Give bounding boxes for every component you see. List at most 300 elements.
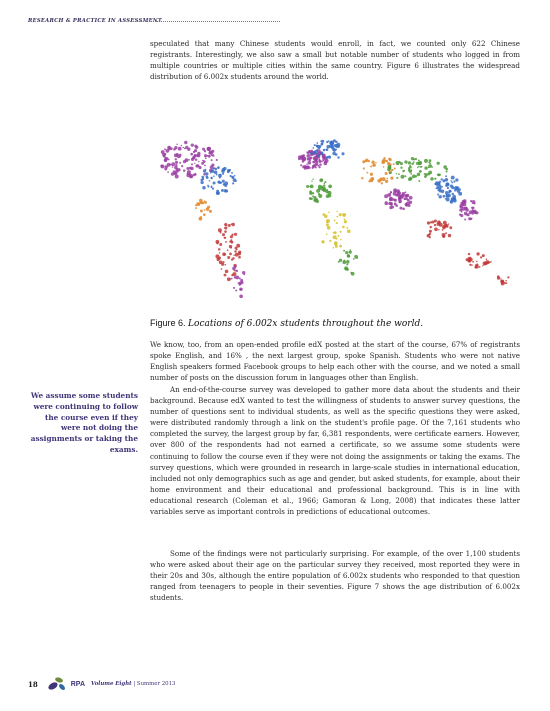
map-location-dot bbox=[179, 162, 181, 164]
map-location-dot bbox=[434, 178, 436, 180]
map-location-dot bbox=[229, 253, 232, 256]
map-location-dot bbox=[409, 196, 413, 200]
map-location-dot bbox=[342, 226, 345, 229]
map-location-dot bbox=[239, 287, 242, 290]
map-location-dot bbox=[389, 206, 392, 209]
map-location-dot bbox=[202, 186, 205, 189]
map-location-dot bbox=[371, 177, 375, 181]
map-location-dot bbox=[382, 159, 386, 163]
map-location-dot bbox=[438, 185, 442, 189]
map-location-dot bbox=[429, 159, 432, 162]
map-location-dot bbox=[402, 170, 404, 172]
map-location-dot bbox=[497, 276, 500, 279]
map-location-dot bbox=[370, 165, 372, 167]
map-location-dot bbox=[233, 254, 234, 255]
map-location-dot bbox=[424, 166, 427, 169]
map-location-dot bbox=[399, 207, 402, 210]
map-location-dot bbox=[417, 173, 421, 177]
map-location-dot bbox=[400, 195, 401, 196]
map-location-dot bbox=[408, 161, 411, 164]
map-location-dot bbox=[321, 160, 323, 162]
map-location-dot bbox=[424, 159, 428, 163]
map-location-dot bbox=[339, 245, 342, 248]
map-location-dot bbox=[344, 266, 348, 270]
map-location-dot bbox=[168, 147, 170, 149]
map-location-dot bbox=[413, 161, 415, 163]
map-location-dot bbox=[418, 161, 422, 165]
map-location-dot bbox=[479, 266, 481, 268]
map-location-dot bbox=[216, 240, 220, 244]
map-location-dot bbox=[429, 236, 431, 238]
map-location-dot bbox=[318, 159, 321, 162]
map-location-dot bbox=[321, 240, 324, 243]
paragraph-3: An end-of-the-course survey was developed to gather more data about the students and their background. Because edX wanted to test the willingness of students to answer survey questions, the number of questions sent to individual students, as well as the specific questions they were asked, were distributed randomly through a link on the student's profile page. Of the 7,161 students who completed the survey, the largest group by far, 6,381 respondents, were certificate earners. However, over 800 of the respondents had not earned a certificate, so we assume some students were continuing to follow the course even if they were not doing the assignments or taking the exams. The survey questions, which were grounded in research in large-scale studies in international education, included not only demographics such as age and gender, but asked students, for example, about their home environment and their educational and professional background. This is in line with educational research (Coleman et al., 1966; Gamoran & Long, 2008) that indicates these latter variables serve as important controls in predictions of educational outcomes. bbox=[150, 385, 520, 517]
map-location-dot bbox=[346, 260, 350, 264]
map-location-dot bbox=[329, 144, 333, 148]
map-location-dot bbox=[437, 193, 439, 195]
map-location-dot bbox=[218, 256, 221, 259]
map-location-dot bbox=[231, 234, 233, 236]
map-location-dot bbox=[228, 224, 231, 227]
map-location-dot bbox=[399, 201, 401, 203]
map-location-dot bbox=[486, 258, 488, 260]
map-location-dot bbox=[233, 287, 235, 289]
map-location-dot bbox=[207, 206, 210, 209]
map-location-dot bbox=[203, 160, 206, 163]
map-location-dot bbox=[321, 188, 324, 191]
map-location-dot bbox=[234, 175, 236, 177]
map-location-dot bbox=[430, 177, 434, 181]
map-location-dot bbox=[446, 171, 448, 173]
map-location-dot bbox=[344, 220, 347, 223]
map-location-dot bbox=[183, 147, 184, 148]
map-location-dot bbox=[390, 177, 393, 180]
map-location-dot bbox=[219, 260, 223, 264]
map-location-dot bbox=[334, 231, 337, 234]
map-location-dot bbox=[445, 178, 449, 182]
map-location-dot bbox=[164, 148, 166, 150]
map-location-dot bbox=[164, 153, 166, 155]
map-location-dot bbox=[449, 226, 452, 229]
map-location-dot bbox=[397, 191, 399, 193]
map-location-dot bbox=[335, 245, 338, 248]
map-location-dot bbox=[428, 173, 430, 175]
map-location-dot bbox=[210, 151, 213, 154]
map-location-dot bbox=[204, 150, 206, 152]
map-location-dot bbox=[187, 148, 190, 151]
map-location-dot bbox=[227, 249, 229, 251]
map-location-dot bbox=[335, 153, 338, 156]
map-location-dot bbox=[409, 177, 413, 181]
map-location-dot bbox=[220, 232, 222, 234]
map-location-dot bbox=[472, 261, 474, 263]
map-location-dot bbox=[468, 259, 471, 262]
map-location-dot bbox=[314, 150, 318, 154]
map-location-dot bbox=[336, 211, 337, 212]
map-location-dot bbox=[211, 159, 213, 161]
map-location-dot bbox=[430, 221, 432, 223]
map-location-dot bbox=[379, 178, 382, 181]
map-location-dot bbox=[232, 177, 234, 179]
paragraph-2: We know, too, from an open-ended profile edX posted at the start of the course, 67% of registrants spoke English, and 16% , the next largest group, spoke Spanish. Students who were not native English speakers formed Facebook groups to help each other with the course, and we noted a small number of posts on the discussion forum in languages other than English. bbox=[150, 340, 520, 383]
map-location-dot bbox=[453, 180, 455, 182]
pull-quote: We assume some students were continuing to follow the course even if they were not doing the assignments or taking the exams. bbox=[30, 391, 138, 454]
figure-caption bbox=[150, 318, 423, 329]
map-location-dot bbox=[475, 265, 479, 269]
map-location-dot bbox=[320, 152, 323, 155]
map-location-dot bbox=[326, 189, 329, 192]
map-location-dot bbox=[179, 156, 181, 158]
map-location-dot bbox=[224, 230, 227, 233]
figure-title: Locations of 6.002x students throughout the world. bbox=[188, 319, 424, 329]
map-location-dot bbox=[404, 160, 407, 163]
map-location-dot bbox=[203, 213, 206, 216]
map-location-dot bbox=[362, 160, 365, 163]
map-location-dot bbox=[211, 186, 213, 188]
map-location-dot bbox=[316, 142, 318, 144]
map-location-dot bbox=[334, 242, 337, 245]
map-location-dot bbox=[336, 238, 338, 240]
map-location-dot bbox=[219, 181, 222, 184]
map-location-dot bbox=[207, 147, 211, 151]
map-location-dot bbox=[176, 168, 179, 171]
map-location-dot bbox=[400, 167, 402, 169]
map-location-dot bbox=[314, 144, 316, 146]
map-location-dot bbox=[319, 163, 322, 166]
map-location-dot bbox=[191, 143, 194, 146]
map-location-dot bbox=[174, 146, 177, 149]
map-location-dot bbox=[409, 170, 412, 173]
map-location-dot bbox=[190, 153, 193, 156]
map-location-dot bbox=[164, 167, 167, 170]
map-location-dot bbox=[393, 163, 395, 165]
map-location-dot bbox=[188, 159, 190, 161]
map-location-dot bbox=[221, 268, 223, 270]
map-location-dot bbox=[421, 166, 423, 168]
map-location-dot bbox=[238, 251, 241, 254]
map-location-dot bbox=[445, 182, 449, 186]
map-location-dot bbox=[326, 233, 328, 235]
map-location-dot bbox=[219, 252, 220, 253]
map-location-dot bbox=[451, 181, 453, 183]
map-location-dot bbox=[307, 161, 311, 165]
map-location-dot bbox=[469, 264, 471, 266]
map-location-dot bbox=[394, 168, 396, 170]
map-location-dot bbox=[184, 147, 186, 149]
map-location-dot bbox=[235, 275, 239, 279]
map-location-dot bbox=[186, 160, 187, 161]
map-location-dot bbox=[405, 195, 407, 197]
map-location-dot bbox=[229, 245, 232, 248]
page-footer bbox=[28, 671, 228, 697]
map-location-dot bbox=[332, 247, 334, 249]
map-location-dot bbox=[445, 165, 446, 166]
map-location-dot bbox=[186, 167, 189, 170]
map-location-dot bbox=[239, 277, 241, 279]
map-location-dot bbox=[385, 180, 388, 183]
map-location-dot bbox=[458, 188, 461, 191]
map-location-dot bbox=[390, 197, 394, 201]
map-location-dot bbox=[181, 145, 183, 147]
map-location-dot bbox=[439, 221, 441, 223]
map-location-dot bbox=[329, 240, 331, 242]
map-location-dot bbox=[476, 252, 479, 255]
map-location-dot bbox=[175, 158, 177, 160]
map-location-dot bbox=[219, 177, 221, 179]
map-location-dot bbox=[224, 253, 226, 255]
map-location-dot bbox=[209, 210, 212, 213]
map-location-dot bbox=[450, 184, 453, 187]
map-location-dot bbox=[232, 267, 236, 271]
map-location-dot bbox=[419, 170, 422, 173]
map-location-dot bbox=[446, 194, 449, 197]
map-location-dot bbox=[211, 154, 213, 156]
page-number: 18 bbox=[28, 679, 38, 689]
map-location-dot bbox=[224, 237, 226, 239]
map-location-dot bbox=[204, 200, 206, 202]
paragraph-1: speculated that many Chinese students would enroll, in fact, we counted only 622 Chinese registrants. Interestingly, we also saw a small but notable number of students who logged in from multiple countries or multiple cities within the same country. Figure 6 illustrates the widespread distribution of 6.002x students around the world. bbox=[150, 39, 520, 82]
map-location-dot bbox=[469, 210, 473, 214]
map-location-dot bbox=[505, 280, 507, 282]
map-location-dot bbox=[328, 212, 330, 214]
map-location-dot bbox=[315, 159, 317, 161]
map-location-dot bbox=[452, 193, 455, 196]
map-location-dot bbox=[343, 250, 345, 252]
map-location-dot bbox=[411, 157, 414, 160]
map-location-dot bbox=[189, 174, 193, 178]
map-location-dot bbox=[310, 197, 313, 200]
map-location-dot bbox=[314, 199, 318, 203]
map-location-dot bbox=[437, 162, 440, 165]
map-location-dot bbox=[303, 158, 304, 159]
map-location-dot bbox=[429, 162, 431, 164]
map-location-dot bbox=[345, 251, 348, 254]
map-location-dot bbox=[324, 183, 326, 185]
map-location-dot bbox=[396, 193, 399, 196]
map-location-dot bbox=[306, 154, 310, 158]
figure-label: Figure 6. bbox=[150, 318, 186, 328]
map-location-dot bbox=[236, 249, 238, 251]
map-location-dot bbox=[225, 264, 227, 266]
map-location-dot bbox=[225, 189, 228, 192]
map-location-dot bbox=[211, 169, 215, 173]
map-location-dot bbox=[229, 278, 231, 280]
map-location-dot bbox=[312, 147, 314, 149]
map-location-dot bbox=[408, 204, 411, 207]
map-location-dot bbox=[327, 156, 329, 158]
map-location-dot bbox=[415, 158, 417, 160]
map-location-dot bbox=[394, 190, 397, 193]
map-location-dot bbox=[192, 156, 195, 159]
map-location-dot bbox=[175, 161, 178, 164]
map-location-dot bbox=[238, 256, 241, 259]
running-head: RESEARCH & PRACTICE IN ASSESSMENT bbox=[28, 18, 163, 24]
map-location-dot bbox=[347, 254, 350, 257]
map-location-dot bbox=[213, 175, 215, 177]
map-location-dot bbox=[231, 223, 233, 225]
map-location-dot bbox=[318, 185, 322, 189]
map-location-dot bbox=[235, 180, 237, 182]
map-location-dot bbox=[404, 175, 406, 177]
map-location-dot bbox=[175, 164, 177, 166]
map-location-dot bbox=[429, 230, 432, 233]
map-location-dot bbox=[184, 141, 187, 144]
map-location-dot bbox=[205, 172, 208, 175]
map-location-dot bbox=[207, 185, 209, 187]
map-location-dot bbox=[344, 218, 346, 220]
map-location-dot bbox=[164, 159, 167, 162]
map-location-dot bbox=[501, 280, 504, 283]
map-location-dot bbox=[395, 204, 398, 207]
map-location-dot bbox=[405, 197, 408, 200]
map-location-dot bbox=[227, 171, 229, 173]
map-location-dot bbox=[462, 207, 466, 211]
map-location-dot bbox=[371, 161, 374, 164]
map-location-dot bbox=[334, 219, 336, 221]
map-location-dot bbox=[183, 160, 186, 163]
map-location-dot bbox=[171, 162, 175, 166]
map-location-dot bbox=[215, 168, 218, 171]
map-location-dot bbox=[383, 166, 385, 168]
map-location-dot bbox=[429, 226, 431, 228]
map-location-dot bbox=[385, 201, 386, 202]
map-location-dot bbox=[482, 254, 485, 257]
map-location-dot bbox=[234, 250, 236, 252]
map-location-dot bbox=[445, 224, 449, 228]
map-location-dot bbox=[312, 178, 313, 179]
map-location-dot bbox=[471, 218, 473, 220]
map-location-dot bbox=[339, 213, 342, 216]
map-location-dot bbox=[306, 164, 307, 165]
map-location-dot bbox=[206, 175, 208, 177]
map-location-dot bbox=[205, 158, 207, 160]
map-location-dot bbox=[396, 177, 398, 179]
map-location-dot bbox=[231, 172, 233, 174]
map-location-dot bbox=[222, 168, 226, 172]
map-location-dot bbox=[326, 221, 328, 223]
logo-text: RPA bbox=[70, 680, 86, 688]
map-location-dot bbox=[300, 164, 302, 166]
rpa-logo-icon bbox=[46, 674, 68, 694]
map-location-dot bbox=[385, 172, 388, 175]
map-location-dot bbox=[394, 199, 397, 202]
map-location-dot bbox=[190, 167, 193, 170]
map-location-dot bbox=[309, 192, 312, 195]
map-location-dot bbox=[323, 149, 326, 152]
map-location-dot bbox=[469, 257, 471, 259]
map-location-dot bbox=[222, 173, 224, 175]
map-location-dot bbox=[436, 188, 438, 190]
map-location-dot bbox=[438, 173, 440, 175]
map-location-dot bbox=[342, 213, 346, 217]
map-location-dot bbox=[434, 224, 436, 226]
map-location-dot bbox=[428, 164, 432, 168]
map-location-dot bbox=[222, 261, 224, 263]
map-location-dot bbox=[191, 163, 193, 165]
map-location-dot bbox=[361, 177, 363, 179]
issue-info bbox=[91, 681, 175, 687]
map-location-dot bbox=[337, 235, 339, 237]
map-location-dot bbox=[216, 190, 219, 193]
map-location-dot bbox=[201, 176, 204, 179]
map-location-dot bbox=[318, 166, 320, 168]
map-location-dot bbox=[353, 258, 355, 260]
map-location-dot bbox=[394, 204, 395, 205]
map-location-dot bbox=[229, 175, 231, 177]
map-location-dot bbox=[224, 274, 227, 277]
season-label: | Summer 2013 bbox=[133, 681, 176, 687]
map-location-dot bbox=[448, 234, 451, 237]
map-location-dot bbox=[175, 175, 179, 179]
map-location-dot bbox=[406, 205, 408, 207]
map-location-dot bbox=[160, 164, 163, 167]
map-location-dot bbox=[198, 161, 200, 163]
map-location-dot bbox=[336, 216, 338, 218]
map-location-dot bbox=[223, 183, 226, 186]
map-location-dot bbox=[390, 192, 392, 194]
map-location-dot bbox=[313, 161, 315, 163]
map-location-dot bbox=[327, 226, 331, 230]
map-location-dot bbox=[387, 168, 390, 171]
map-location-dot bbox=[181, 165, 183, 167]
map-location-dot bbox=[398, 173, 400, 175]
map-location-dot bbox=[347, 230, 351, 234]
map-location-dot bbox=[195, 204, 197, 206]
map-location-dot bbox=[239, 294, 243, 298]
map-location-dot bbox=[340, 239, 342, 241]
map-location-dot bbox=[236, 244, 240, 248]
map-location-dot bbox=[363, 167, 365, 169]
map-location-dot bbox=[322, 213, 325, 216]
map-location-dot bbox=[449, 190, 452, 193]
map-location-dot bbox=[328, 191, 330, 193]
map-location-dot bbox=[446, 198, 450, 202]
map-location-dot bbox=[408, 167, 410, 169]
map-location-dot bbox=[321, 179, 323, 181]
map-location-dot bbox=[235, 290, 237, 292]
map-location-dot bbox=[224, 227, 225, 228]
map-location-dot bbox=[326, 194, 330, 198]
map-location-dot bbox=[427, 221, 430, 224]
map-location-dot bbox=[209, 180, 211, 182]
map-location-dot bbox=[401, 175, 405, 179]
map-location-dot bbox=[225, 241, 227, 243]
map-location-dot bbox=[328, 184, 332, 188]
map-location-dot bbox=[166, 149, 170, 153]
map-location-dot bbox=[243, 273, 245, 275]
map-location-dot bbox=[204, 209, 206, 211]
volume-label: Volume Eight bbox=[91, 681, 132, 687]
map-location-dot bbox=[167, 171, 169, 173]
map-location-dot bbox=[443, 195, 446, 198]
map-location-dot bbox=[381, 182, 383, 184]
map-location-dot bbox=[480, 256, 482, 258]
map-location-dot bbox=[212, 167, 214, 169]
map-location-dot bbox=[326, 223, 329, 226]
map-location-dot bbox=[198, 166, 201, 169]
map-location-dot bbox=[195, 146, 198, 149]
map-location-dot bbox=[176, 144, 178, 146]
map-location-dot bbox=[351, 272, 355, 276]
map-location-dot bbox=[464, 212, 467, 215]
map-location-dot bbox=[335, 144, 338, 147]
map-location-dot bbox=[187, 170, 191, 174]
map-location-dot bbox=[318, 147, 320, 149]
map-location-dot bbox=[386, 178, 388, 180]
map-location-dot bbox=[337, 156, 339, 158]
map-location-dot bbox=[235, 270, 238, 273]
map-location-dot bbox=[438, 229, 440, 231]
